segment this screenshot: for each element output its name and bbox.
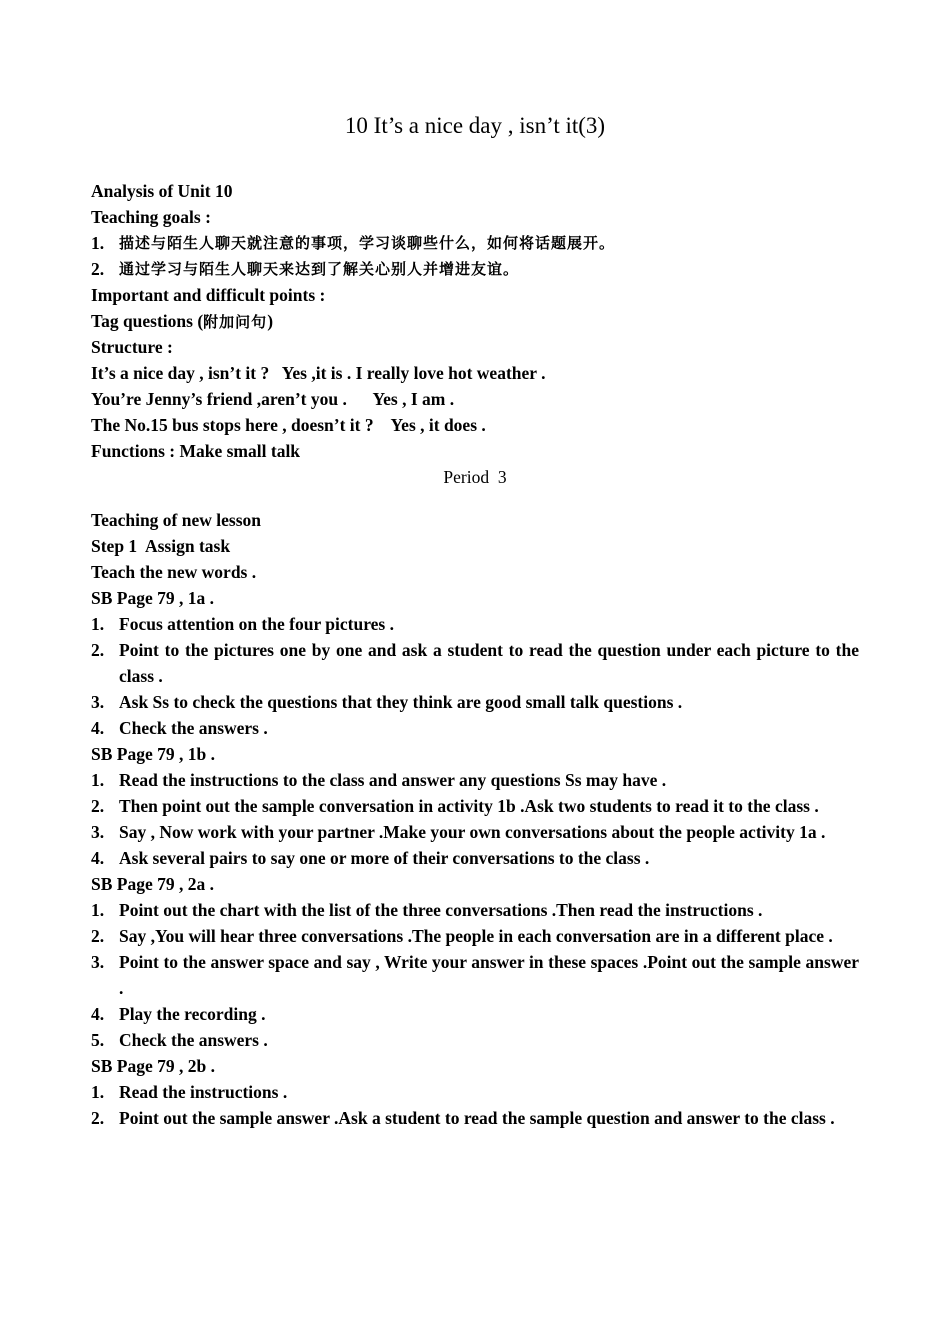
list-number: 3. <box>91 822 105 842</box>
list-text: Play the recording . <box>119 1004 266 1024</box>
analysis-heading: Analysis of Unit 10 <box>91 181 233 201</box>
list-item <box>91 819 859 845</box>
functions-line: Functions : Make small talk <box>91 441 301 461</box>
list-number: 3. <box>91 692 105 712</box>
structure-example: The No.15 bus stops here , doesn’t it ? Yes , it does . <box>91 415 486 435</box>
goal-item <box>91 256 859 282</box>
section-label: SB Page 79 , 2b . <box>91 1056 215 1076</box>
structure-example: You’re Jenny’s friend ,aren’t you . Yes , I am . <box>91 389 455 409</box>
section-label: SB Page 79 , 2a . <box>91 874 214 894</box>
list-item <box>91 1027 859 1053</box>
tag-questions-en: Tag questions ( <box>91 311 204 331</box>
document-title: 10 It’s a nice day , isn’t it(3) <box>344 113 606 138</box>
period-label: Period 3 <box>443 467 507 487</box>
section-label: SB Page 79 , 1a . <box>91 588 214 608</box>
document-body <box>91 178 859 1131</box>
step-heading: Step 1 Assign task <box>91 536 231 556</box>
section-label: SB Page 79 , 1b . <box>91 744 215 764</box>
list-text: Check the answers . <box>119 718 268 738</box>
list-text: Focus attention on the four pictures . <box>119 614 394 634</box>
list-item <box>91 637 859 689</box>
tag-questions-end: ) <box>267 311 274 331</box>
list-number: 5. <box>91 1030 105 1050</box>
tag-questions-cn: 附加问句 <box>203 313 268 331</box>
list-number: 1. <box>91 614 105 634</box>
goal-item <box>91 230 859 256</box>
list-item <box>91 897 859 923</box>
list-item <box>91 767 859 793</box>
teaching-goals-label: Teaching goals : <box>91 207 211 227</box>
list-number: 2. <box>91 1108 105 1128</box>
list-text: Ask several pairs to say one or more of their conversations to the class . <box>119 848 650 868</box>
list-number: 4. <box>91 1004 105 1024</box>
list-item <box>91 689 859 715</box>
structure-example: It’s a nice day , isn’t it ? Yes ,it is . I really love hot weather . <box>91 363 546 383</box>
list-text: Point to the answer space and say , Write your answer in these spaces .Point out the sample answer . <box>119 952 859 998</box>
lesson-heading: Teaching of new lesson <box>91 510 262 530</box>
list-text: Point out the sample answer .Ask a student to read the sample question and answer to the class . <box>119 1108 835 1128</box>
spacer <box>91 490 859 507</box>
list-number: 1. <box>91 770 105 790</box>
list-number: 3. <box>91 952 105 972</box>
structure-label: Structure : <box>91 337 173 357</box>
list-text: Read the instructions to the class and answer any questions Ss may have . <box>119 770 667 790</box>
list-text: Read the instructions . <box>119 1082 288 1102</box>
list-text: Point out the chart with the list of the three conversations .Then read the instructions . <box>119 900 763 920</box>
list-number: 4. <box>91 718 105 738</box>
list-number: 2. <box>91 796 105 816</box>
teach-words-line: Teach the new words . <box>91 562 257 582</box>
goal-number: 2. <box>91 259 105 279</box>
important-points-label: Important and difficult points : <box>91 285 326 305</box>
list-number: 4. <box>91 848 105 868</box>
list-number: 1. <box>91 900 105 920</box>
list-text: Check the answers . <box>119 1030 268 1050</box>
list-item <box>91 1079 859 1105</box>
list-text: Then point out the sample conversation in activity 1b .Ask two students to read it to the class . <box>119 796 819 816</box>
list-item <box>91 611 859 637</box>
list-item <box>91 715 859 741</box>
tag-questions-line <box>91 308 859 334</box>
list-item <box>91 923 859 949</box>
list-item <box>91 949 859 1001</box>
goal-text: 描述与陌生人聊天就注意的事项，学习谈聊些什么，如何将话题展开。 <box>119 234 616 252</box>
list-item <box>91 793 859 819</box>
list-number: 1. <box>91 1082 105 1102</box>
list-text: Point to the pictures one by one and ask a student to read the question under each picture to the class . <box>119 640 859 686</box>
list-text: Say ,You will hear three conversations .The people in each conversation are in a different place . <box>119 926 833 946</box>
list-number: 2. <box>91 926 105 946</box>
goal-number: 1. <box>91 233 105 253</box>
list-text: Say , Now work with your partner .Make your own conversations about the people activity 1a . <box>119 822 826 842</box>
list-item <box>91 1105 859 1131</box>
list-item <box>91 845 859 871</box>
goal-text: 通过学习与陌生人聊天来达到了解关心别人并增进友谊。 <box>119 260 520 278</box>
list-text: Ask Ss to check the questions that they think are good small talk questions . <box>119 692 683 712</box>
list-number: 2. <box>91 640 105 660</box>
list-item <box>91 1001 859 1027</box>
